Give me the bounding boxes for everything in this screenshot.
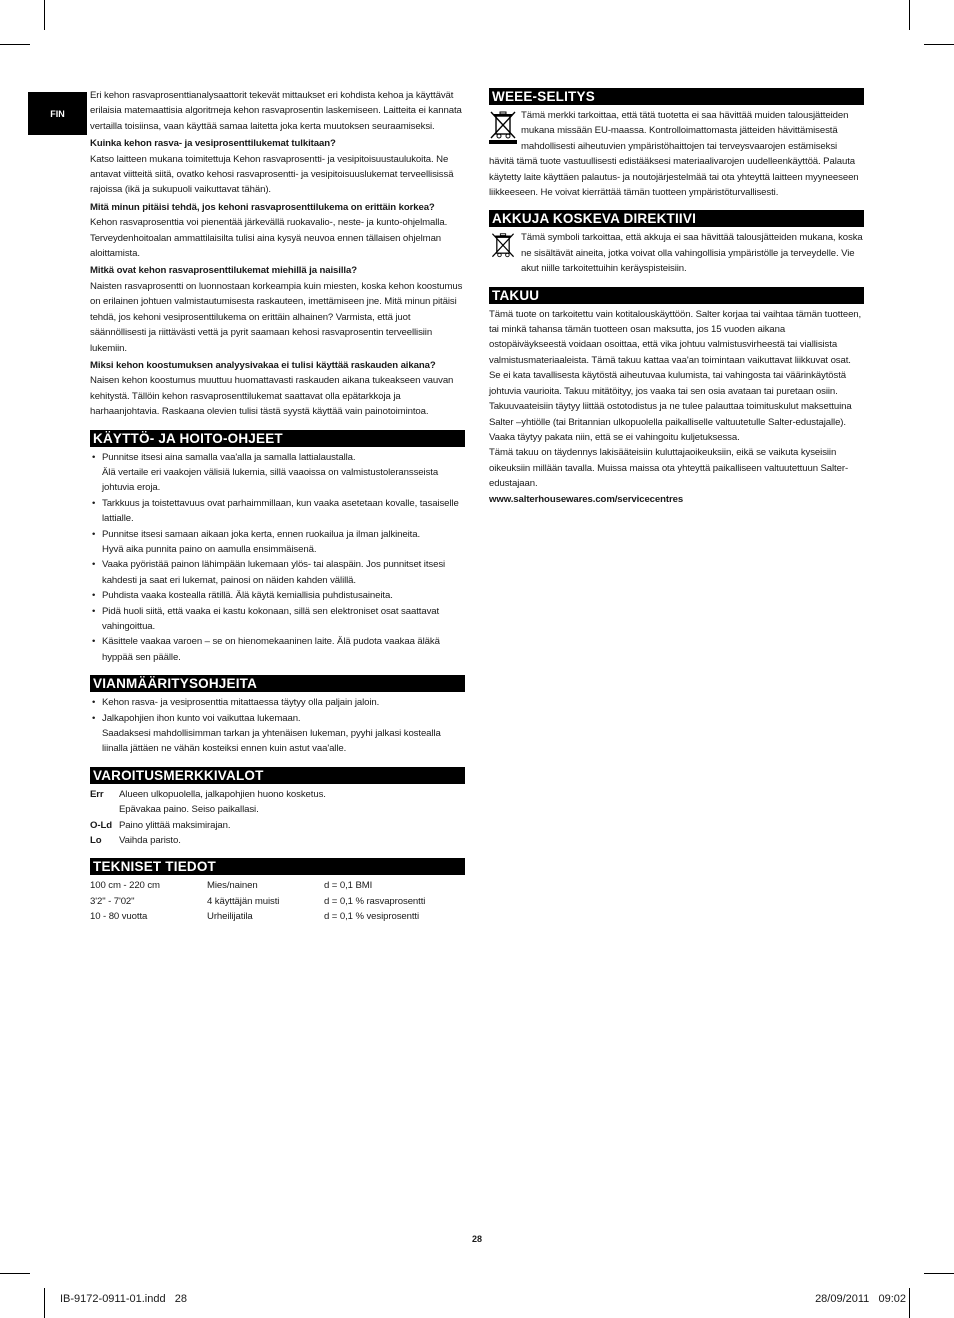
left-column (90, 88, 465, 925)
right-column (489, 88, 864, 507)
answer: Katso laitteen mukana toimitettuja Kehon rasvaprosentti- ja vesipitoisuustaulukoita. Ne antavat viitteitä siitä, ovatko kehosi rasvaprosentti- ja vesipitoisuuslukemat terveellisissä rajoissa (ikä ja sukupuoli vaikuttavat tähän). (90, 153, 454, 196)
warning-code: Err (90, 788, 104, 800)
weee-section (489, 88, 864, 200)
crop-mark (44, 0, 45, 30)
question: Miksi kehon koostumuksen analyysivakaa ei tulisi käyttää raskauden aikana? (90, 359, 436, 371)
crop-mark (44, 1288, 45, 1318)
list-item: • Punnitse itsesi aina samalla vaa'alla ja samalla lattialaustalla. Älä vertaile eri vaakojen välisiä lukemia, sillä vaaoissa on valmistustoleransseista johtuvia eroja. (102, 450, 465, 496)
crop-mark (924, 1273, 954, 1274)
warranty-paragraph: Tämä takuu on täydennys lakisääteisiin kuluttajaoikeuksiin, eikä se vaikuta kyseisiin oikeuksiin millään tavalla. Muissa maissa ota yhteyttä paikalliseen valtuutettuun Salter-edustajaan. (489, 447, 849, 490)
crop-mark (909, 0, 910, 30)
table-cell: 10 - 80 vuotta (90, 911, 148, 923)
table-cell: d = 0,1 % rasvaprosentti (324, 895, 426, 907)
section-header: VIANMÄÄRITYSOHJEITA (90, 675, 465, 692)
footer-timestamp: 28/09/2011 09:02 (815, 1293, 906, 1305)
section-header: WEEE-SELITYS (489, 88, 864, 105)
table-row (90, 909, 465, 924)
specs-section (90, 858, 465, 924)
list-item: • Puhdista vaaka kostealla rätillä. Älä käytä kemiallisia puhdistusaineita. (102, 588, 465, 603)
question: Mitkä ovat kehon rasvaprosenttilukemat miehillä ja naisilla? (90, 265, 357, 277)
crop-mark (0, 44, 30, 45)
table-row (90, 894, 465, 909)
battery-text: Tämä symboli tarkoittaa, että akkuja ei saa hävittää talousjätteiden mukana, koska ne sisältävät aineita, jotka voivat olla vahingollisia ympäristölle ja terveydelle. Vie akut niille tarkoitettuihin keräyspisteisiin. (521, 232, 863, 275)
answer: Kehon rasvaprosenttia voi pienentää järkevällä ruokavalio-, neste- ja kunto-ohjelmalla. Terveydenhoitoalan ammattilaisilta tulisi aina kysyä neuvoa ennen tällaisen ohjelman aloittamista. (90, 217, 448, 260)
section-header: VAROITUSMERKKIVALOT (90, 767, 465, 784)
warning-row (90, 833, 465, 848)
crop-mark (909, 1288, 910, 1318)
table-cell: d = 0,1 % vesiprosentti (324, 911, 420, 923)
intro-paragraph: Eri kehon rasvaprosenttianalysaattorit tekevät mittaukset eri kohdista kehoa ja käyttävät erilaisia matemaattisia algoritmeja kehon rasvaprosentin laskemiseen. Laitteita ei kannata vertailla toisiinsa, vaan käyttää samaa laitetta joka kerta muutoksen seuraamiseksi. (90, 90, 462, 132)
warning-text: Vaihda paristo. (119, 835, 181, 847)
list-item: • Tarkkuus ja toistettavuus ovat parhaimmillaan, kun vaaka asetetaan kovalle, tasaiselle lattialle. (102, 496, 465, 527)
list-item: • Pidä huoli siitä, että vaaka ei kastu kokonaan, sillä sen elektroniset osat saattavat vahingoittua. (102, 604, 465, 635)
section-header: KÄYTTÖ- JA HOITO-OHJEET (90, 430, 465, 447)
list-item: • Punnitse itsesi samaan aikaan joka kerta, ennen ruokailua ja ilman jalkineita. Hyvä aika punnita paino on aamulla ensimmäisenä. (102, 527, 465, 558)
specs-table (90, 878, 465, 924)
list-item: • Käsittele vaakaa varoen – se on hienomekaaninen laite. Älä pudota vaakaa äläkä hyppää sen päälle. (102, 634, 465, 665)
page-number: 28 (471, 1234, 482, 1244)
troubleshooting-section (90, 675, 465, 757)
table-cell: 3'2" - 7'02" (90, 895, 135, 907)
crop-mark (0, 1273, 30, 1274)
question: Kuinka kehon rasva- ja vesiprosenttilukemat tulkitaan? (90, 138, 336, 150)
section-header: AKKUJA KOSKEVA DIREKTIIVI (489, 210, 864, 227)
section-header: TAKUU (489, 287, 864, 304)
answer: Naisen kehon koostumus muuttuu huomattavasti raskauden aikana tukeakseen vauvan kehitystä. Tällöin kehon rasvaprosenttilukemat saattavat olla epätarkkoja ja harhaanjohtavia. Raskaana olevien tulisi tästä syystä käyttää vain painotoimintoa. (90, 375, 454, 418)
battery-section (489, 210, 864, 276)
language-tab: FIN (28, 92, 87, 135)
service-centres-link[interactable]: www.salterhousewares.com/servicecentres (489, 493, 684, 505)
table-cell: d = 0,1 BMI (324, 880, 373, 892)
section-header: TEKNISET TIEDOT (90, 858, 465, 875)
warning-code: O-Ld (90, 819, 112, 831)
list-item: • Jalkapohjien ihon kunto voi vaikuttaa lukemaan. Saadaksesi mahdollisimman tarkan ja yhtenäisen lukeman, pyyhi jalkasi kostealla liinalla jättäen ne vähän kosteiksi ennen kuin astut vaa'alle. (102, 711, 465, 757)
crossed-bin-icon (489, 110, 517, 144)
troubleshooting-list (90, 695, 465, 757)
list-item: • Vaaka pyöristää painon lähimpään lukemaan ylös- tai alaspäin. Jos punnitset itsesi kahdesti ja saat eri lukemat, painosi on näiden kahden välillä. (102, 557, 465, 588)
table-cell: Mies/nainen (207, 880, 258, 892)
list-item: • Kehon rasva- ja vesiprosenttia mitattaessa täytyy olla paljain jaloin. (102, 695, 465, 710)
warning-text: Alueen ulkopuolella, jalkapohjien huono kosketus. Epävakaa paino. Seiso paikallasi. (119, 788, 326, 816)
warranty-paragraph: Tämä tuote on tarkoitettu vain kotitalouskäyttöön. Salter korjaa tai vaihtaa tämän tuotteen, tai minkä tahansa tämän tuotteen osan maksutta, jos 15 vuoden aikana ostopäiväykseestä voidaan osoittaa, että vika johtuu valmistusvirheestä tai viallisista valmistusmateriaaleista. Tämä takuu kattaa vaa'an toimintaan vaikuttavat liikkuvat osat. Se ei kata tavallisesta käytöstä aiheutuvaa kulumista, tai vahingosta tai väärinkäytöstä johtuvia vaurioita. Takuu mitätöityy, jos vaaka tai sen osia avataan tai puretaan osiin. Takuuvaateisiin täytyy liittää ostotodistus ja ne tulee palauttaa toimituskulut maksettuina Salter –yhtiölle (tai Britannian ulkopuolella paikalliselle valtuutetulle Salter-edustajalle). Vaaka täytyy pakata niin, että se ei vahingoitu kuljetuksessa. (489, 308, 862, 443)
table-cell: Urheilijatila (207, 911, 253, 923)
crossed-bin-icon (489, 232, 517, 262)
warnings-section (90, 767, 465, 849)
warning-row (90, 787, 465, 818)
care-section (90, 430, 465, 666)
warning-text: Paino ylittää maksimirajan. (119, 819, 231, 831)
care-list (90, 450, 465, 666)
warning-row (90, 818, 465, 833)
warning-codes (90, 787, 465, 849)
table-row (90, 878, 465, 893)
warranty-section (489, 287, 864, 507)
warning-code: Lo (90, 835, 102, 847)
table-cell: 4 käyttäjän muisti (207, 895, 280, 907)
crop-mark (924, 44, 954, 45)
question: Mitä minun pitäisi tehdä, jos kehoni rasvaprosenttilukema on erittäin korkea? (90, 201, 435, 213)
table-cell: 100 cm - 220 cm (90, 880, 160, 892)
answer: Naisten rasvaprosentti on luonnostaan korkeampia kuin miesten, koska kehon koostumus on erilainen johtuen valmistautumisesta raskauteen, imettämiseen jne. Mitä minun pitäisi tehdä, jos kehoni vesiprosenttilukema on erittäin alhainen? Varmista, että juot säännöllisesti ja riittävästi vettä ja pyrit saamaan kehosi rasvaprosentin terveellisiin lukemiin. (90, 280, 463, 354)
weee-text: Tämä merkki tarkoittaa, että tätä tuotetta ei saa hävittää muiden talousjätteiden mukana missään EU-maassa. Kontrolloimattomasta jätteiden hävittämisestä mahdollisesti aiheutuvien ympäristöhaittojen tai terveysvaarojen estämiseksi hävitä tämä tuote vastuullisesti edistääksesi materiaalivarojen uudelleenkäyttöä. Palauta käytetty laite käyttäen palautus- ja noutojärjestelmää tai ota yhteyttä laitteen myyneeseen liikkeeseen. He voivat kierrättää tämän tuotteen ympäristöturvallisesti. (489, 110, 859, 199)
footer-file-name: IB-9172-0911-01.indd 28 (60, 1293, 187, 1305)
